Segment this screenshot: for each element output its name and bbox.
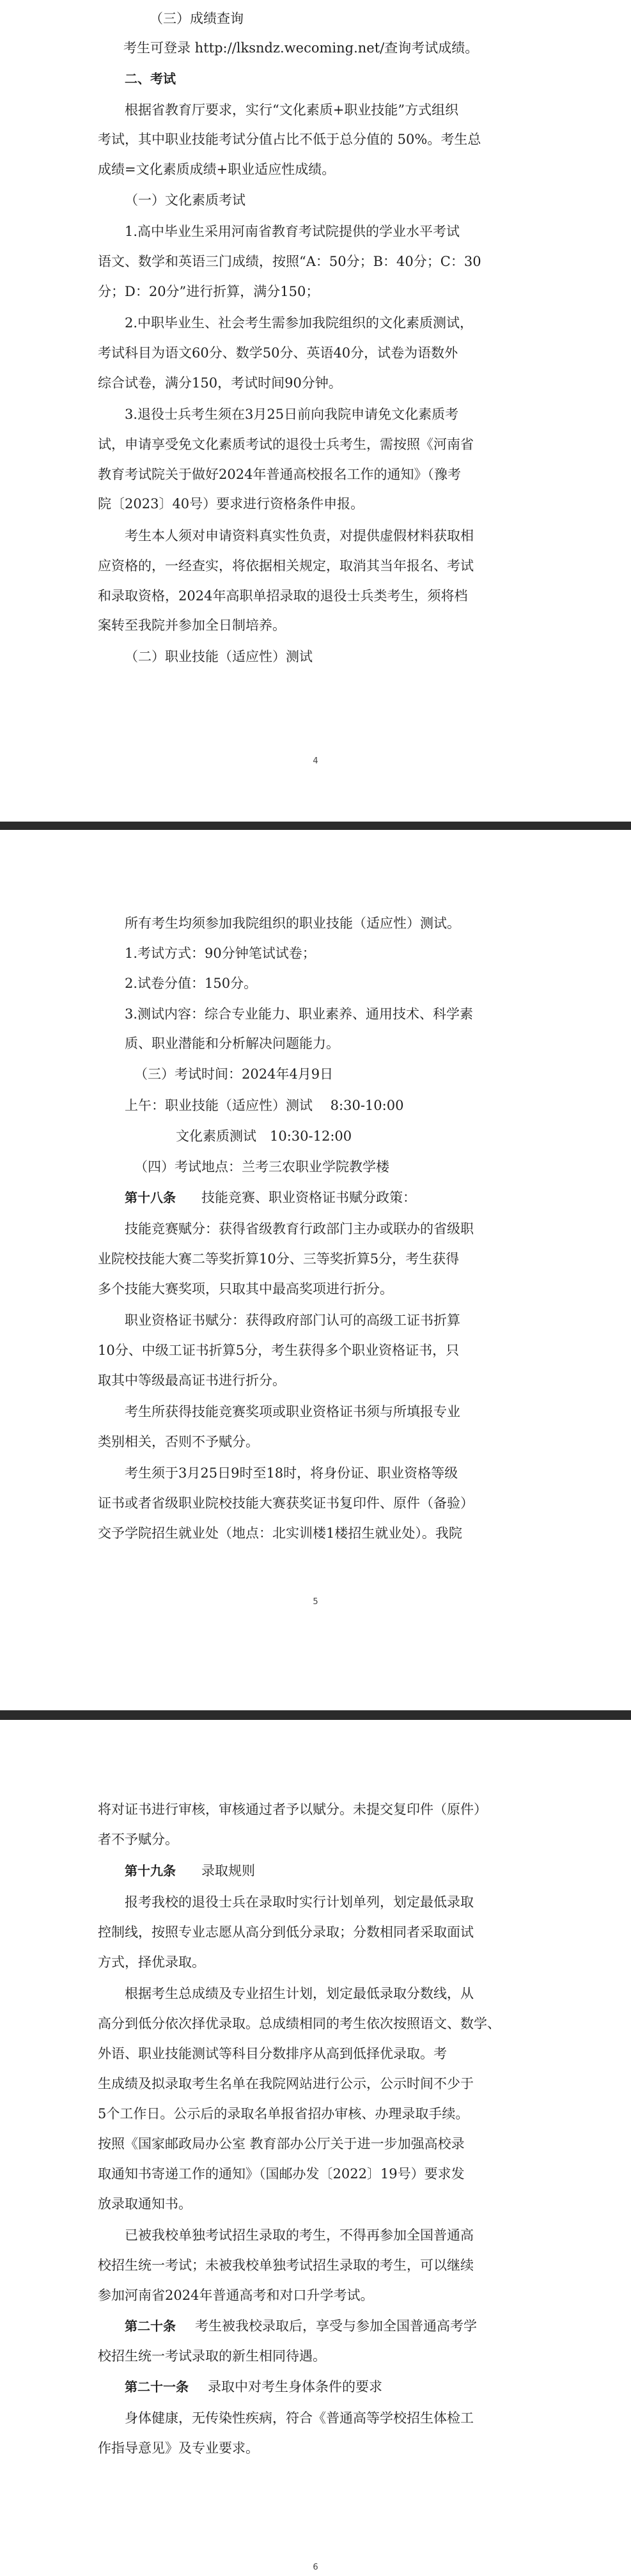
paragraph-line: 方式，择优录取。 bbox=[98, 1955, 205, 1970]
paragraph-line: 10分、中级工证书折算5分，考生获得多个职业资格证书，只 bbox=[98, 1343, 460, 1358]
paragraph-line: 考试，其中职业技能考试分值占比不低于总分值的 50%。考生总 bbox=[98, 132, 481, 147]
paragraph-line: 控制线，按照专业志愿从高分到低分录取；分数相同者采取面试 bbox=[98, 1924, 474, 1940]
paragraph-line: 1.高中毕业生采用河南省教育考试院提供的学业水平考试 bbox=[125, 224, 460, 239]
paragraph-line: 案转至我院并参加全日制培养。 bbox=[98, 618, 286, 633]
paragraph-line: 3.测试内容：综合专业能力、职业素养、通用技术、科学素 bbox=[125, 1006, 474, 1022]
paragraph-line: 将对证书进行审核，审核通过者予以赋分。未提交复印件（原件） bbox=[98, 1802, 487, 1817]
schedule-line: 上午：职业技能（适应性）测试 8:30-10:00 bbox=[125, 1098, 404, 1113]
paragraph-line: 2.试卷分值：150分。 bbox=[125, 976, 258, 991]
paragraph-line: 考生被我校录取后，享受与参加全国普通高考学 bbox=[195, 2318, 477, 2334]
paragraph-line: 作指导意见》及专业要求。 bbox=[98, 2440, 259, 2456]
page-number: 5 bbox=[313, 1597, 318, 1607]
paragraph-line: 生成绩及拟录取考生名单在我院网站进行公示，公示时间不少于 bbox=[98, 2076, 474, 2091]
paragraph-line: 技能竞赛赋分：获得省级教育行政部门主办或联办的省级职 bbox=[125, 1221, 474, 1237]
paragraph-line: 高分到低分依次择优录取。总成绩相同的考生依次按照语文、数学、 bbox=[98, 2016, 501, 2031]
paragraph-line: 语文、数学和英语三门成绩，按照“A：50分；B：40分；C：30 bbox=[98, 254, 481, 269]
paragraph-line: 5个工作日。公示后的录取名单报省招办审核、办理录取手续。 bbox=[98, 2106, 469, 2121]
paragraph-line: 校招生统一考试录取的新生相同待遇。 bbox=[98, 2348, 326, 2364]
paragraph-line: 取通知书寄递工作的通知》（国邮办发〔2022〕19号）要求发 bbox=[98, 2166, 465, 2182]
paragraph-line: 参加河南省2024年普通高考和对口升学考试。 bbox=[98, 2288, 374, 2303]
paragraph-line: 交予学院招生就业处（地点：北实训楼1楼招生就业处）。我院 bbox=[98, 1526, 462, 1541]
paragraph-line: 根据省教育厅要求，实行“文化素质+职业技能”方式组织 bbox=[125, 102, 459, 118]
paragraph-line: 考生须于3月25日9时至18时，将身份证、职业资格等级 bbox=[125, 1465, 458, 1481]
paragraph-line: 2.中职毕业生、社会考生需参加我院组织的文化素质测试， bbox=[125, 315, 474, 331]
section-heading: （二）职业技能（适应性）测试 bbox=[125, 649, 313, 664]
paragraph-line: 身体健康，无传染性疾病，符合《普通高等学校招生体检工 bbox=[125, 2410, 474, 2426]
schedule-line: 文化素质测试 10:30-12:00 bbox=[176, 1128, 352, 1144]
paragraph-line: 类别相关，否则不予赋分。 bbox=[98, 1434, 259, 1449]
paragraph-line: 职业资格证书赋分：获得政府部门认可的高级工证书折算 bbox=[125, 1313, 460, 1328]
paragraph-line: 考生本人须对申请资料真实性负责，对提供虚假材料获取相 bbox=[125, 528, 474, 543]
paragraph-line: 已被我校单独考试招生录取的考生，不得再参加全国普通高 bbox=[125, 2228, 474, 2243]
article-title: 技能竞赛、职业资格证书赋分政策： bbox=[201, 1190, 416, 1205]
paragraph-line: 3.退役士兵考生须在3月25日前向我院申请免文化素质考 bbox=[125, 407, 459, 422]
paragraph-line: 质、职业潜能和分析解决问题能力。 bbox=[125, 1036, 339, 1051]
section-heading: （三）考试时间：2024年4月9日 bbox=[134, 1066, 334, 1082]
paragraph-line: 所有考生均须参加我院组织的职业技能（适应性）测试。 bbox=[125, 916, 460, 931]
paragraph-line: 业院校技能大赛二等奖折算10分、三等奖折算5分，考生获得 bbox=[98, 1251, 460, 1267]
article-title: 录取中对考生身体条件的要求 bbox=[208, 2379, 382, 2394]
paragraph-line: 多个技能大赛奖项，只取其中最高奖项进行折分。 bbox=[98, 1281, 393, 1297]
article-number: 第二十条 bbox=[125, 2318, 176, 2334]
paragraph-line: 试，申请享受免文化素质考试的退役士兵考生，需按照《河南省 bbox=[98, 437, 474, 452]
chapter-heading: 二、考试 bbox=[125, 71, 176, 86]
paragraph-line: 教育考试院关于做好2024年普通高校报名工作的通知》（豫考 bbox=[98, 467, 461, 482]
document-page bbox=[0, 0, 631, 822]
paragraph-line: 综合试卷，满分150，考试时间90分钟。 bbox=[98, 375, 342, 391]
paragraph-line: 考生所获得技能竞赛奖项或职业资格证书须与所填报专业 bbox=[125, 1404, 460, 1419]
paragraph-line: 外语、职业技能测试等科目分数排序从高到低择优录取。考 bbox=[98, 2046, 447, 2061]
paragraph-line: 应资格的，一经查实，将依据相关规定，取消其当年报名、考试 bbox=[98, 558, 474, 574]
paragraph-line: 者不予赋分。 bbox=[98, 1832, 178, 1847]
paragraph-line: 按照《国家邮政局办公室 教育部办公厅关于进一步加强高校录 bbox=[98, 2136, 465, 2151]
paragraph-line: 院〔2023〕40号）要求进行资格条件申报。 bbox=[98, 496, 364, 511]
paragraph-line: 分；D：20分”进行折算，满分150； bbox=[98, 284, 320, 299]
paragraph-line: 证书或者省级职业院校技能大赛获奖证书复印件、原件（备验） bbox=[98, 1495, 474, 1511]
section-heading: （一）文化素质考试 bbox=[125, 192, 245, 208]
page-number: 4 bbox=[313, 756, 318, 766]
article-number: 第十八条 bbox=[125, 1190, 176, 1205]
article-number: 第二十一条 bbox=[125, 2379, 189, 2394]
article-number: 第十九条 bbox=[125, 1863, 176, 1878]
paragraph-line: 校招生统一考试；未被我校单独考试招生录取的考生，可以继续 bbox=[98, 2258, 474, 2273]
section-heading: （四）考试地点：兰考三农职业学院教学楼 bbox=[134, 1159, 389, 1175]
paragraph-line: 取其中等级最高证书进行折分。 bbox=[98, 1373, 286, 1388]
paragraph-line: 根据考生总成绩及专业招生计划，划定最低录取分数线，从 bbox=[125, 1986, 474, 2001]
article-title: 录取规则 bbox=[201, 1863, 255, 1878]
section-heading: （三）成绩查询 bbox=[150, 11, 244, 26]
page-number: 6 bbox=[313, 2563, 318, 2572]
paragraph-line: 成绩=文化素质成绩+职业适应性成绩。 bbox=[98, 162, 336, 177]
paragraph-line: 考试科目为语文60分、数学50分、英语40分，试卷为语数外 bbox=[98, 345, 458, 361]
paragraph-line: 报考我校的退役士兵在录取时实行计划单列，划定最低录取 bbox=[125, 1894, 474, 1910]
paragraph-line: 考生可登录 http://lksndz.wecoming.net/查询考试成绩。 bbox=[123, 40, 479, 56]
document-page bbox=[0, 830, 631, 1710]
document-page bbox=[0, 1720, 631, 2576]
paragraph-line: 和录取资格，2024年高职单招录取的退役士兵类考生，须将档 bbox=[98, 588, 468, 604]
paragraph-line: 放录取通知书。 bbox=[98, 2196, 192, 2212]
paragraph-line: 1.考试方式：90分钟笔试试卷； bbox=[125, 946, 316, 961]
